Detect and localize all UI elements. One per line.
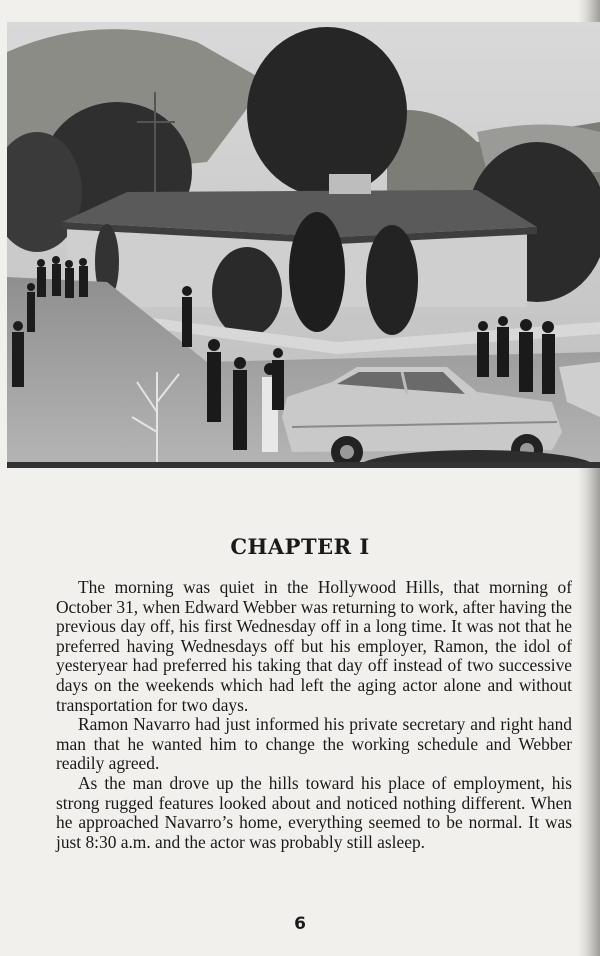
chimney <box>329 174 371 194</box>
cypress-tree <box>366 225 418 335</box>
paragraph: The morning was quiet in the Hollywood Hills, that morning of October 31, when Edward Webber was returning to work, after having the previous day off, his first Wednesday off in a long time. It was not that he preferred having Wednesdays off but his employer, Ramon, the idol of yesteryear had preferred his taking that day off instead of two successive days on the weekends which had left the aging actor alone and without transportation for two days. <box>56 577 572 715</box>
photo-illustration <box>7 22 600 468</box>
chapter-title: CHAPTER I <box>230 534 370 559</box>
house-photograph <box>7 22 600 468</box>
page-number: 6 <box>294 914 306 934</box>
cypress-tree <box>289 212 345 332</box>
paragraph: Ramon Navarro had just informed his private secretary and right hand man that he wanted him to change the working schedule and Webber readily agreed. <box>56 714 572 774</box>
shrub <box>212 247 282 337</box>
large-tree <box>247 27 407 197</box>
paragraph: As the man drove up the hills toward his place of employment, his strong rugged features looked about and noticed nothing different. When he approached Navarro’s home, everything seemed to be normal. It was just 8:30 a.m. and the actor was probably still asleep. <box>56 772 572 852</box>
photo-bottom-edge <box>7 462 600 468</box>
chapter-body <box>56 578 572 852</box>
